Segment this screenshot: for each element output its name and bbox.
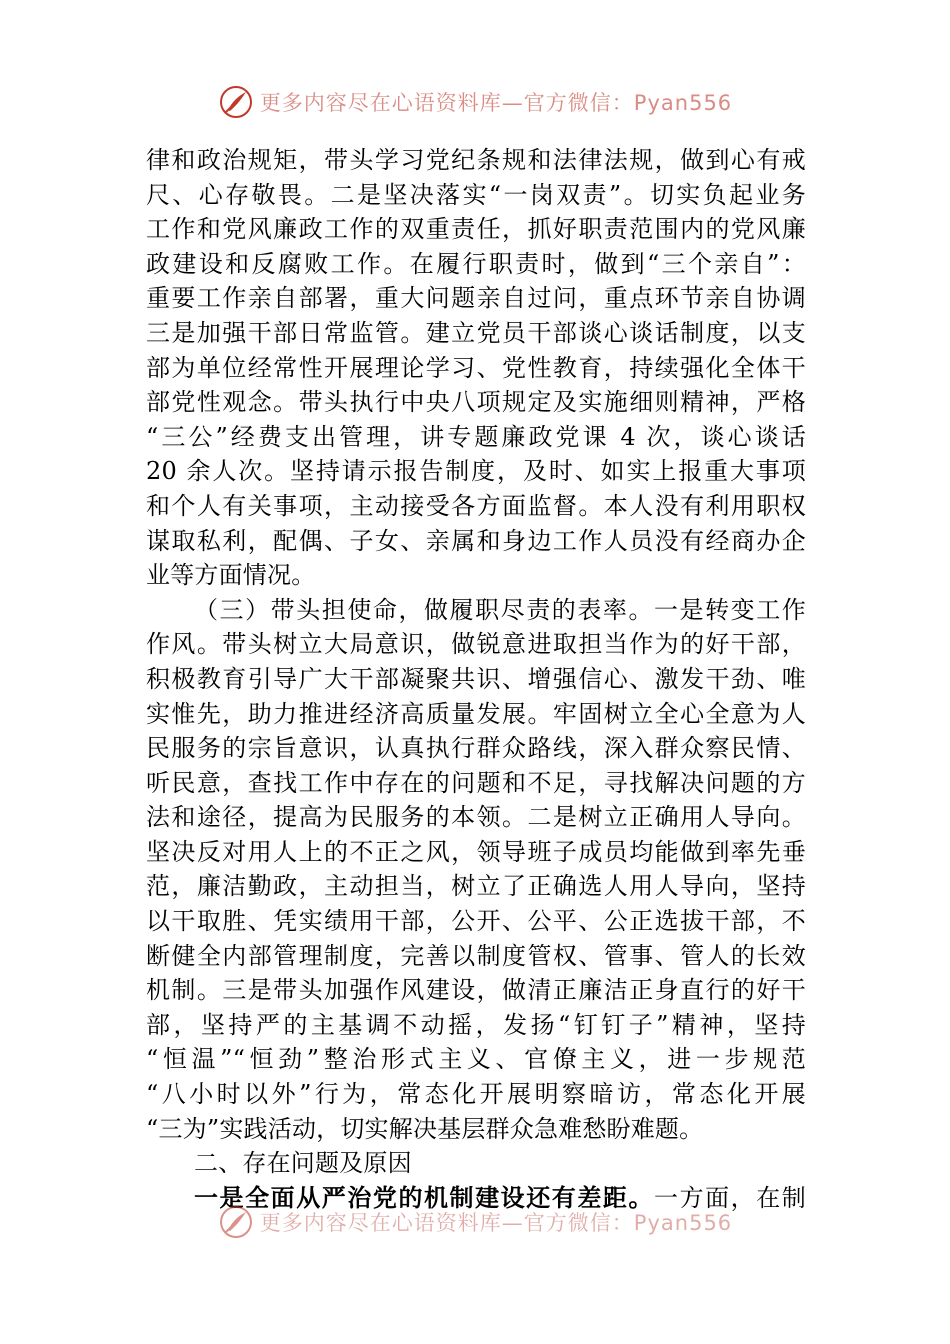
body-line: 以干取胜、凭实绩用干部，公开、公平、公正选拔干部，不: [146, 907, 806, 936]
body-line: 重要工作亲自部署，重大问题亲自过问，重点环节亲自协调: [146, 284, 806, 313]
body-line: 作风。带头树立大局意识，做锐意进取担当作为的好干部，: [146, 630, 806, 659]
quill-logo-icon: [218, 1204, 254, 1240]
body-line: 部党性观念。带头执行中央八项规定及实施细则精神，严格: [146, 388, 806, 417]
body-line: 法和途径，提高为民服务的本领。二是树立正确用人导向。: [146, 803, 806, 832]
body-line: 坚决反对用人上的不正之风，领导班子成员均能做到率先垂: [146, 837, 806, 866]
body-line: 积极教育引导广大干部凝聚共识、增强信心、激发干劲、唯: [146, 664, 806, 693]
body-line: 政建设和反腐败工作。在履行职责时，做到“三个亲自”：: [146, 249, 806, 278]
body-line: 实惟先，助力推进经济高质量发展。牢固树立全心全意为人: [146, 699, 806, 728]
document-body: [146, 143, 806, 1215]
body-line: “三公”经费支出管理，讲专题廉政党课 4 次，谈心谈话: [146, 422, 806, 451]
body-line: 断健全内部管理制度，完善以制度管权、管事、管人的长效: [146, 941, 806, 970]
body-line: 民服务的宗旨意识，认真执行群众路线，深入群众察民情、: [146, 734, 806, 763]
body-line: 谋取私利，配偶、子女、亲属和身边工作人员没有经商办企: [146, 526, 806, 555]
body-line: 工作和党风廉政工作的双重责任，抓好职责范围内的党风廉: [146, 215, 806, 244]
watermark-text: 更多内容尽在心语资料库—官方微信：Pyan556: [259, 91, 733, 115]
body-line: 机制。三是带头加强作风建设，做清正廉洁正身直行的好干: [146, 976, 806, 1005]
body-line: 听民意，查找工作中存在的问题和不足，寻找解决问题的方: [146, 768, 806, 797]
body-line: 尺、心存敬畏。二是坚决落实“一岗双责”。切实负起业务: [146, 180, 806, 209]
body-line: 部，坚持严的主基调不动摇，发扬“钉钉子”精神，坚持: [146, 1010, 806, 1039]
body-line: 范，廉洁勤政，主动担当，树立了正确选人用人导向，坚持: [146, 872, 806, 901]
body-line: “八小时以外”行为，常态化开展明察暗访，常态化开展: [146, 1080, 806, 1109]
body-line: 20 余人次。坚持请示报告制度，及时、如实上报重大事项: [146, 457, 806, 486]
body-line: “三为”实践活动，切实解决基层群众急难愁盼难题。: [146, 1114, 704, 1143]
body-line: 律和政治规矩，带头学习党纪条规和法律法规，做到心有戒: [146, 146, 806, 174]
watermark-text: 更多内容尽在心语资料库—官方微信：Pyan556: [259, 1211, 733, 1235]
final-line-text: 一方面，在制: [654, 1183, 806, 1212]
body-line: 和个人有关事项，主动接受各方面监督。本人没有利用职权: [146, 491, 806, 520]
body-line: 三是加强干部日常监管。建立党员干部谈心谈话制度，以支: [146, 318, 806, 347]
body-line: 部为单位经常性开展理论学习、党性教育，持续强化全体干: [146, 353, 806, 382]
section-heading: 二、存在问题及原因: [194, 1149, 412, 1178]
bold-lead-text: 一是全面从严治党的机制建设还有差距。: [194, 1183, 655, 1212]
watermark-bottom: [0, 1202, 950, 1242]
body-line: 业等方面情况。: [146, 561, 316, 590]
body-line: “恒温”“恒劲”整治形式主义、官僚主义，进一步规范: [146, 1045, 806, 1074]
paragraph-start-line: （三）带头担使命，做履职尽责的表率。一是转变工作: [194, 595, 806, 624]
watermark-top: [0, 82, 950, 122]
quill-logo-icon: [218, 84, 254, 120]
